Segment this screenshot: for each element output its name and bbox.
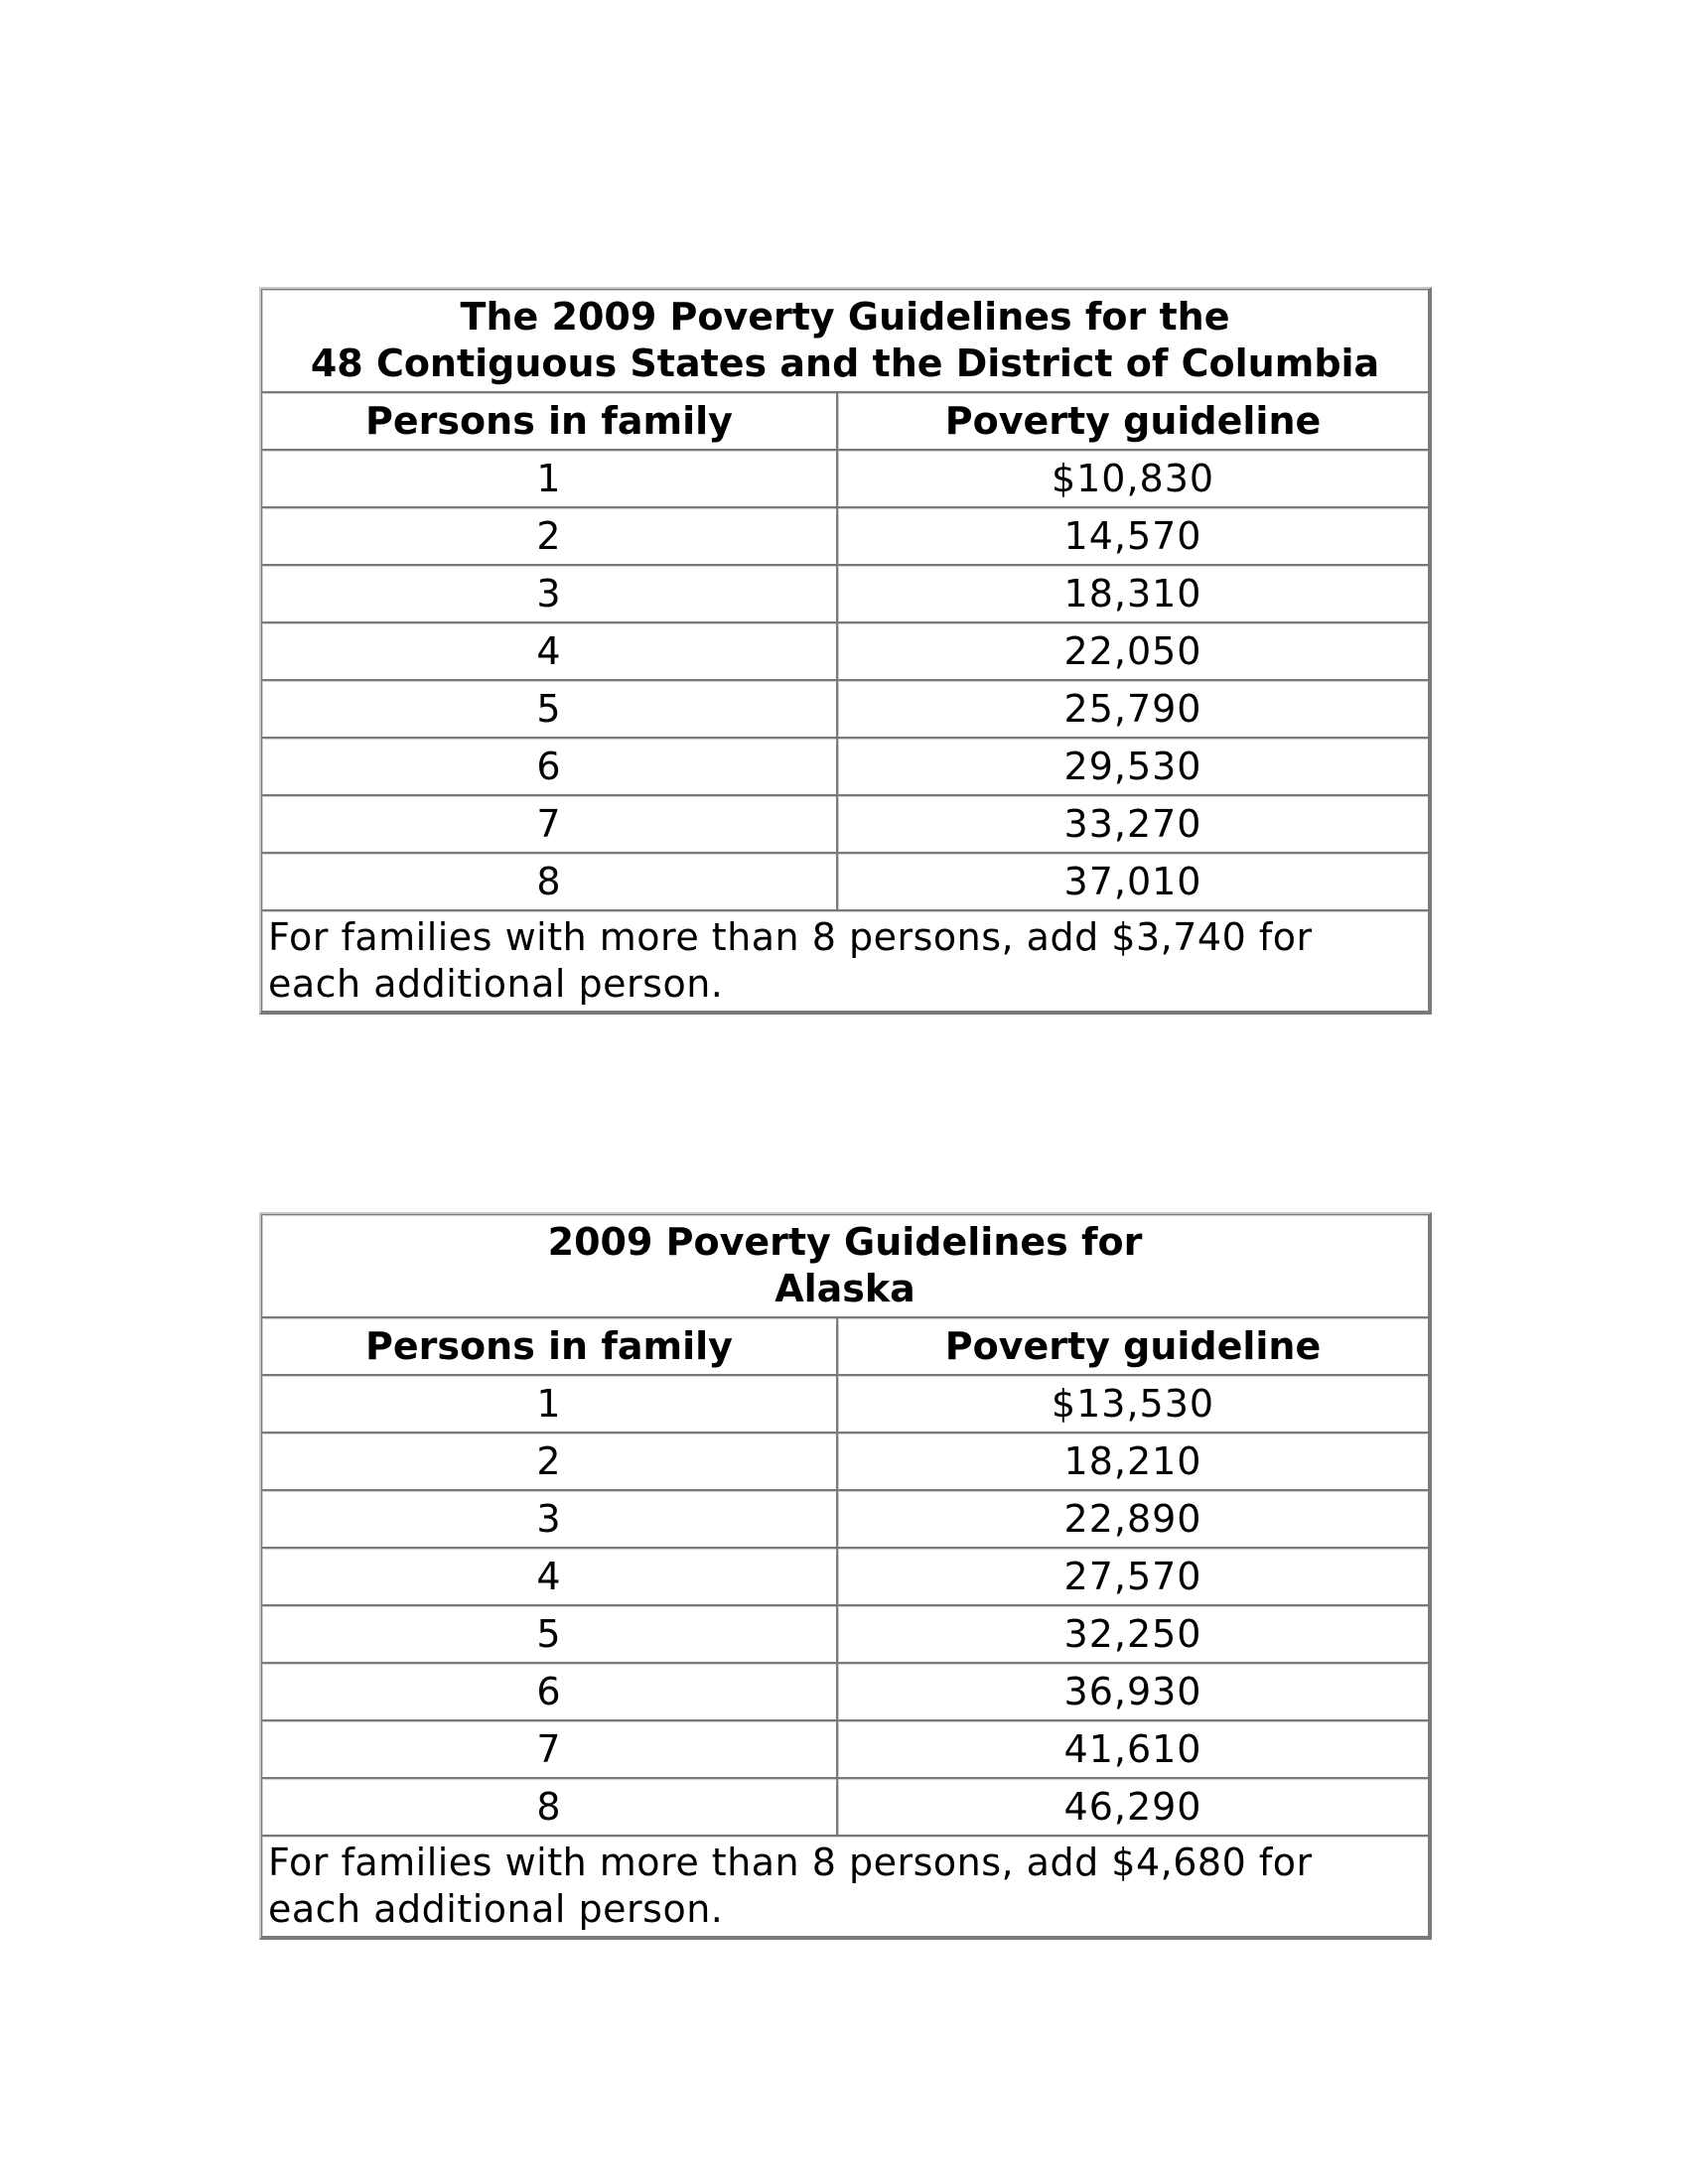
persons-cell: 5 — [261, 1605, 837, 1663]
guideline-cell: 27,570 — [837, 1548, 1429, 1605]
persons-cell: 7 — [261, 1720, 837, 1778]
guideline-cell: 33,270 — [837, 795, 1429, 853]
table-note-row — [261, 910, 1429, 1012]
persons-cell: 5 — [261, 680, 837, 738]
header-persons-in-family: Persons in family — [261, 1317, 837, 1375]
note-line-1: For families with more than 8 persons, add $3,740 for — [268, 915, 1313, 959]
additional-person-note — [261, 910, 1429, 1012]
guideline-cell: 46,290 — [837, 1778, 1429, 1836]
guideline-cell: 29,530 — [837, 738, 1429, 795]
table-title-row — [261, 1214, 1429, 1317]
table-row — [261, 1605, 1429, 1663]
persons-cell: 3 — [261, 1490, 837, 1548]
persons-cell: 7 — [261, 795, 837, 853]
table-header-row — [261, 1317, 1429, 1375]
persons-cell: 3 — [261, 565, 837, 622]
additional-person-note — [261, 1836, 1429, 1937]
table-row — [261, 507, 1429, 565]
guideline-cell: 14,570 — [837, 507, 1429, 565]
guideline-cell: 36,930 — [837, 1663, 1429, 1720]
persons-cell: 8 — [261, 853, 837, 910]
table-title-row — [261, 289, 1429, 392]
guideline-cell: 22,050 — [837, 622, 1429, 680]
table-row — [261, 1433, 1429, 1490]
table-title-line-2: Alaska — [774, 1267, 915, 1310]
header-poverty-guideline: Poverty guideline — [837, 1317, 1429, 1375]
persons-cell: 8 — [261, 1778, 837, 1836]
table-row — [261, 738, 1429, 795]
table-row — [261, 680, 1429, 738]
table-note-row — [261, 1836, 1429, 1937]
table-row — [261, 1720, 1429, 1778]
note-line-2: each additional person. — [268, 1887, 724, 1931]
table-row — [261, 1663, 1429, 1720]
persons-cell: 4 — [261, 622, 837, 680]
table-row — [261, 450, 1429, 507]
table-row — [261, 565, 1429, 622]
header-persons-in-family: Persons in family — [261, 392, 837, 450]
table-row — [261, 853, 1429, 910]
guideline-cell: 22,890 — [837, 1490, 1429, 1548]
table-title-line-2: 48 Contiguous States and the District of Columbia — [310, 341, 1380, 385]
table-row — [261, 1490, 1429, 1548]
table-row — [261, 1778, 1429, 1836]
table-header-row — [261, 392, 1429, 450]
guideline-cell: 18,310 — [837, 565, 1429, 622]
persons-cell: 6 — [261, 738, 837, 795]
persons-cell: 6 — [261, 1663, 837, 1720]
guideline-cell: 41,610 — [837, 1720, 1429, 1778]
persons-cell: 1 — [261, 450, 837, 507]
guideline-cell: 32,250 — [837, 1605, 1429, 1663]
header-poverty-guideline: Poverty guideline — [837, 392, 1429, 450]
table-title-line-1: 2009 Poverty Guidelines for — [547, 1220, 1143, 1264]
note-line-2: each additional person. — [268, 962, 724, 1006]
table-title-line-1: The 2009 Poverty Guidelines for the — [460, 295, 1230, 339]
table-row — [261, 1548, 1429, 1605]
guideline-cell: $10,830 — [837, 450, 1429, 507]
guideline-cell: 18,210 — [837, 1433, 1429, 1490]
guideline-cell: 37,010 — [837, 853, 1429, 910]
note-line-1: For families with more than 8 persons, add $4,680 for — [268, 1841, 1313, 1884]
guideline-cell: $13,530 — [837, 1375, 1429, 1433]
guideline-cell: 25,790 — [837, 680, 1429, 738]
table-row — [261, 1375, 1429, 1433]
persons-cell: 2 — [261, 507, 837, 565]
table-title — [261, 289, 1429, 392]
poverty-table-contiguous-states — [259, 287, 1432, 1015]
persons-cell: 1 — [261, 1375, 837, 1433]
poverty-table-alaska — [259, 1212, 1432, 1940]
table-title — [261, 1214, 1429, 1317]
table-row — [261, 795, 1429, 853]
table-row — [261, 622, 1429, 680]
persons-cell: 4 — [261, 1548, 837, 1605]
persons-cell: 2 — [261, 1433, 837, 1490]
